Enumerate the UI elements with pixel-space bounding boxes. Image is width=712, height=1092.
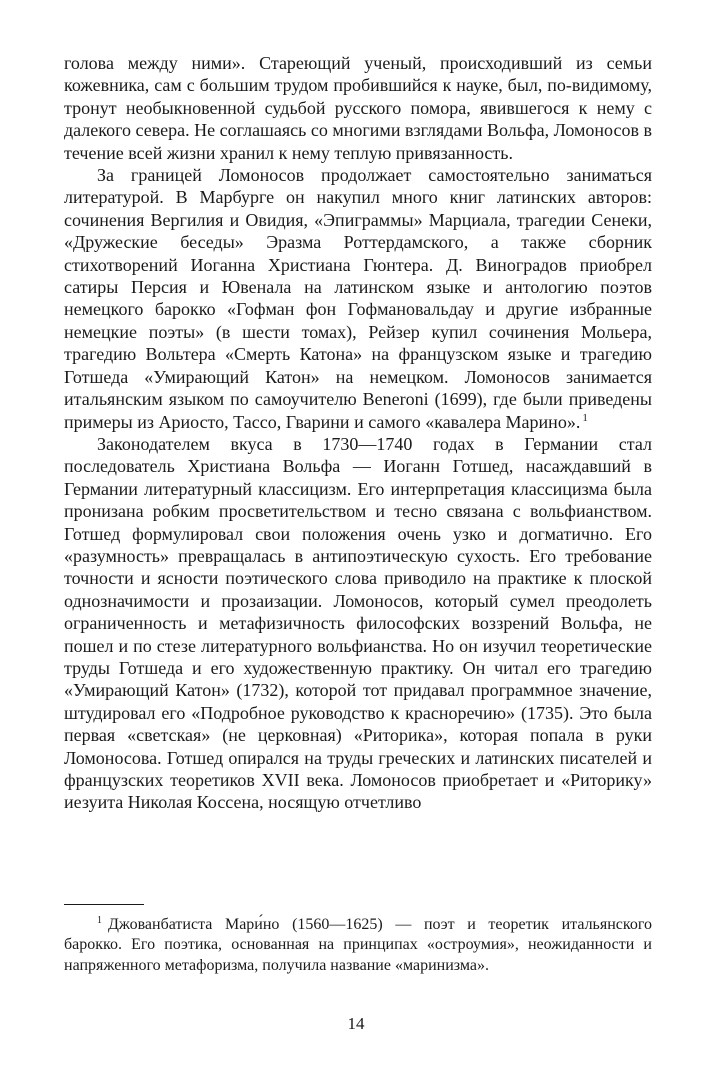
footnote-divider [64, 904, 144, 905]
footnote-1 [64, 915, 652, 976]
footnote-mark: 1 [97, 914, 102, 926]
paragraph-1: голова между ними». Стареющий ученый, происходивший из семьи кожевника, сам с большим трудом пробившийся к науке, был, по-видимому, тронут необыкновенной судьбой русского помора, явившегося к нему с далекого севера. Не соглашаясь со многими взглядами Вольфа, Ломоносов в течение всей жизни хранил к нему теплую привязанность. [64, 53, 652, 163]
page-number: 14 [347, 1014, 365, 1033]
paragraph-2 [64, 164, 652, 433]
paragraph-3: Законодателем вкуса в 1730—1740 годах в Германии стал последователь Христиана Вольфа — Иоганн Готшед, насаждавший в Германии литературный классицизм. Его интерпретация классицизма была пронизана робким просветительством и тесно связана с вольфианством. Готшед формулировал свои положения очень узко и догматично. Его «разумность» превращалась в антипоэтическую сухость. Его требование точности и ясности поэтического слова приводило на практике к плоской однозначимости и прозаизации. Ломоносов, который сумел преодолеть ограниченность и метафизичность философских воззрений Вольфа, не пошел и по стезе литературного вольфианства. Но он изучил теоретические труды Готшеда и его художественную практику. Он читал его трагедию «Умирающий Катон» (1732), которой тот придавал программное значение, штудировал его «Подробное руководство к красноречию» (1735). Это была первая «светская» (не церковная) «Риторика», которая попала в руки Ломоносова. Готшед опирался на труды греческих и латинских писателей и французских теоретиков XVII века. Ломоносов приобретает и «Риторику» иезуита Николая Коссена, носящую отчетливо [64, 433, 652, 813]
footnote-text: Джованбатиста Мари́но (1560—1625) — поэт и теоретик итальянского барокко. Его поэтика, основанная на принципах «остроумия», неожиданности и напряженного метафоризма, получила название «маринизма». [64, 916, 652, 974]
footnote-reference[interactable]: 1 [582, 411, 588, 424]
page-body [64, 52, 652, 814]
paragraph-2-text: За границей Ломоносов продолжает самостоятельно заниматься литературой. В Марбурге он накупил много книг латинских авторов: сочинения Вергилия и Овидия, «Эпиграммы» Марциала, трагедии Сенеки, «Дружеские беседы» Эразма Роттердамского, а также сборник стихотворений Иоганна Христиана Гюнтера. Д. Виноградов приобрел сатиры Персия и Ювенала на латинском языке и антологию поэтов немецкого барокко «Гофман фон Гофмановальдау и другие избранные немецкие поэты» (в шести томах), Рейзер купил сочинения Мольера, трагедию Вольтера «Смерть Катона» на французском языке и трагедию Готшеда «Умирающий Катон» на немецком. Ломоносов занимается итальянским языком по самоучителю Веneroni (1699), где были приведены примеры из Ариосто, Тассо, Гварини и самого «кавалера Марино». [64, 165, 652, 432]
footnotes-section [64, 915, 652, 976]
